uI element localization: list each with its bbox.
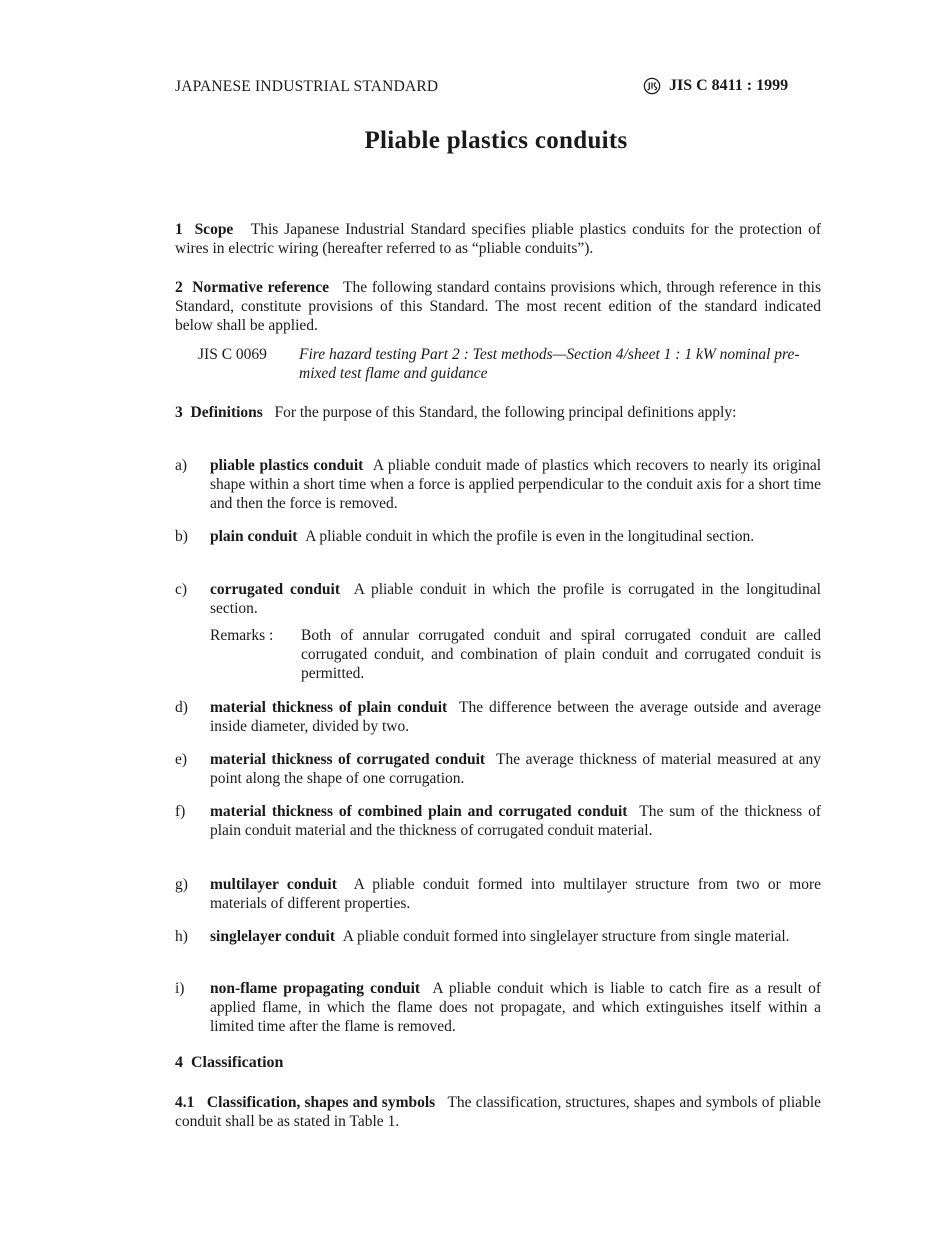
definition-term: material thickness of corrugated conduit bbox=[210, 751, 486, 768]
subsection-text: The classification, structures, shapes and symbols of pliable conduit shall be as stated in Table 1. bbox=[175, 1094, 822, 1130]
header-standard-label: JAPANESE INDUSTRIAL STANDARD bbox=[175, 78, 439, 95]
item-letter: h) bbox=[175, 928, 188, 945]
section-definitions bbox=[175, 403, 821, 422]
section-normative-reference bbox=[175, 278, 821, 335]
definition-text: The difference between the average outside and average inside diameter, divided by two. bbox=[210, 699, 822, 735]
item-letter: i) bbox=[175, 980, 185, 997]
definition-text: A pliable conduit formed into multilayer structure from two or more materials of different properties. bbox=[210, 876, 822, 912]
section-text: For the purpose of this Standard, the following principal definitions apply: bbox=[274, 404, 737, 421]
section-heading: Normative reference bbox=[192, 279, 329, 296]
section-number: 3 bbox=[175, 404, 183, 421]
definition-term: multilayer conduit bbox=[210, 876, 337, 893]
standard-code: JIS C 8411 : 1999 bbox=[669, 77, 789, 94]
section-number: 4 bbox=[175, 1054, 183, 1071]
item-letter: b) bbox=[175, 528, 188, 545]
section-scope bbox=[175, 220, 821, 258]
item-letter: f) bbox=[175, 803, 186, 820]
section-number: 2 bbox=[175, 279, 183, 296]
definition-text: A pliable conduit formed into singlelayer structure from single material. bbox=[342, 928, 790, 945]
page-title: Pliable plastics conduits bbox=[364, 127, 628, 154]
remarks-label: Remarks : bbox=[210, 627, 274, 644]
subsection-heading: Classification, shapes and symbols bbox=[206, 1094, 436, 1111]
definition-term: plain conduit bbox=[210, 528, 298, 545]
definition-item bbox=[175, 527, 821, 546]
section-classification-heading bbox=[175, 1053, 283, 1072]
reference-title: Fire hazard testing Part 2 : Test methods—Section 4/sheet 1 : 1 kW nominal pre-mixed test flame and guidance bbox=[299, 346, 800, 382]
definition-item bbox=[175, 456, 821, 513]
item-letter: d) bbox=[175, 699, 188, 716]
item-letter: g) bbox=[175, 876, 188, 893]
definition-item bbox=[175, 750, 821, 788]
definition-text: The average thickness of material measured at any point along the shape of one corrugation. bbox=[210, 751, 822, 787]
jis-mark-icon bbox=[643, 77, 661, 95]
section-heading: Scope bbox=[194, 221, 234, 238]
section-heading: Classification bbox=[191, 1054, 284, 1071]
definition-text: The sum of the thickness of plain conduit material and the thickness of corrugated conduit material. bbox=[210, 803, 822, 839]
definition-term: material thickness of combined plain and corrugated conduit bbox=[210, 803, 628, 820]
definition-text: A pliable conduit in which the profile is even in the longitudinal section. bbox=[305, 528, 755, 545]
definition-term: singlelayer conduit bbox=[210, 928, 336, 945]
remarks-text: Both of annular corrugated conduit and spiral corrugated conduit are called corrugated conduit, and combination of plain conduit and corrugated conduit is permitted. bbox=[301, 627, 821, 682]
definition-item bbox=[175, 927, 821, 946]
definition-item bbox=[175, 580, 821, 618]
item-letter: e) bbox=[175, 751, 188, 768]
definition-text: A pliable conduit made of plastics which recovers to nearly its original shape within a short time when a force is applied perpendicular to the conduit axis for a short time and then the force is removed. bbox=[210, 457, 822, 512]
definition-term: corrugated conduit bbox=[210, 581, 340, 598]
section-number: 1 bbox=[175, 221, 183, 238]
section-text: The following standard contains provisions which, through reference in this Standard, constitute provisions of this Standard. The most recent edition of the standard indicated below shall be applied. bbox=[175, 279, 821, 334]
item-letter: a) bbox=[175, 457, 188, 474]
definition-item bbox=[175, 875, 821, 913]
subsection-number: 4.1 bbox=[175, 1094, 195, 1111]
definition-item bbox=[175, 802, 821, 840]
normative-reference-entry bbox=[198, 345, 838, 383]
header-standard-code bbox=[643, 76, 788, 95]
definition-item bbox=[175, 698, 821, 736]
definition-term: non-flame propagating conduit bbox=[210, 980, 421, 997]
definition-item bbox=[175, 979, 821, 1036]
reference-code: JIS C 0069 bbox=[198, 346, 267, 363]
remarks-note bbox=[210, 626, 821, 683]
section-heading: Definitions bbox=[190, 404, 263, 421]
item-letter: c) bbox=[175, 581, 188, 598]
definition-term: material thickness of plain conduit bbox=[210, 699, 448, 716]
section-classification-shapes bbox=[175, 1093, 821, 1131]
definition-text: A pliable conduit which is liable to catch fire as a result of applied flame, in which the flame does not propagate, and which extinguishes itself within a limited time after the flame is removed. bbox=[210, 980, 821, 1035]
section-text: This Japanese Industrial Standard specifies pliable plastics conduits for the protection of wires in electric wiring (hereafter referred to as “pliable conduits”). bbox=[175, 221, 821, 257]
definition-text: A pliable conduit in which the profile is corrugated in the longitudinal section. bbox=[210, 581, 821, 617]
definition-term: pliable plastics conduit bbox=[210, 457, 364, 474]
